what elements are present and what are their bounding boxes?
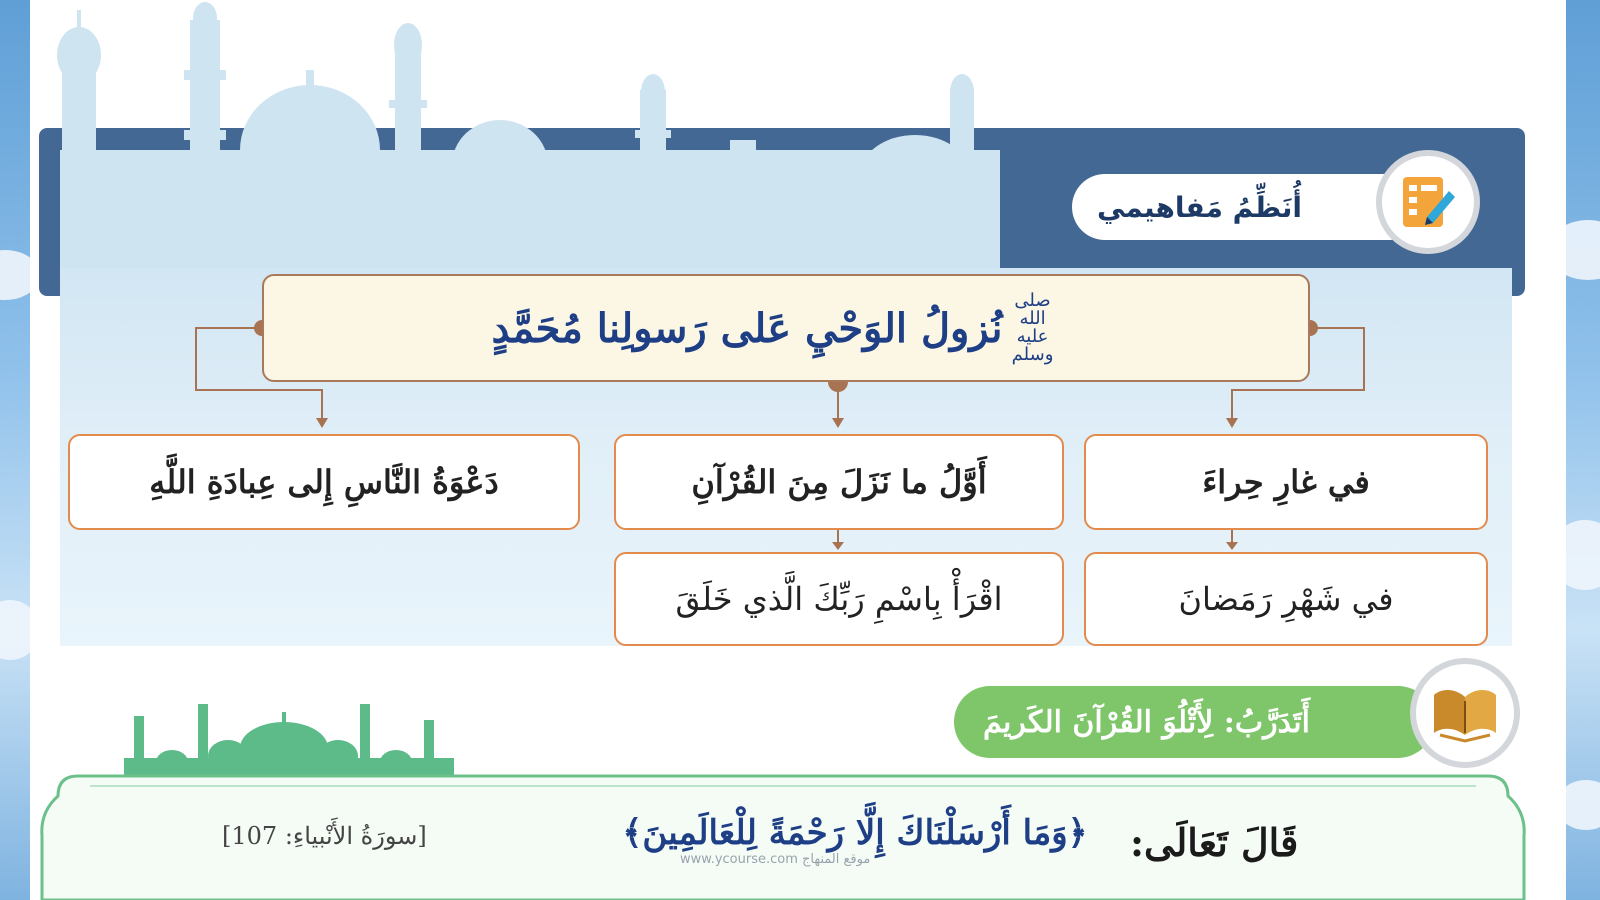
node-call-to-worship xyxy=(68,434,580,530)
node-ramadan-text: في شَهْرِ رَمَضانَ xyxy=(1178,580,1394,618)
node-call-to-worship-text: دَعْوَةُ النَّاسِ إِلى عِبادَةِ اللَّهِ xyxy=(149,463,499,501)
main-concept-text: نُزولُ الوَحْيِ عَلى رَسولِنا مُحَمَّدٍ xyxy=(491,304,1003,352)
node-first-revealed xyxy=(614,434,1064,530)
node-first-verse xyxy=(614,552,1064,646)
verse-reference: [سورَةُ الأَنْبياءِ: 107] xyxy=(222,822,427,850)
node-cave-hira xyxy=(1084,434,1488,530)
node-cave-hira-text: في غارِ حِراءَ xyxy=(1202,463,1370,501)
practice-title-pill xyxy=(954,686,1434,758)
node-ramadan xyxy=(1084,552,1488,646)
practice-title: أَتَدَرَّبُ: لِأَتْلُوَ القُرْآنَ الكَريمَ xyxy=(983,704,1310,740)
honorific-text: صلى الله عليه وسلم xyxy=(1011,290,1054,365)
concepts-title: أُنَظِّمُ مَفاهيمي xyxy=(1096,190,1302,224)
watermark: www.ycourse.com موقع المنهاج xyxy=(680,852,871,867)
verse-text: ﴿وَمَا أَرْسَلْنَاكَ إِلَّا رَحْمَةً لِلْعَالَمِينَ﴾ xyxy=(622,813,1088,853)
open-quran-icon xyxy=(1430,683,1500,743)
main-concept-box xyxy=(262,274,1310,382)
practice-icon-circle xyxy=(1410,658,1520,768)
node-first-verse-text: اقْرَأْ بِاسْمِ رَبِّكَ الَّذي خَلَقَ xyxy=(675,580,1003,618)
node-first-revealed-text: أَوَّلُ ما نَزَلَ مِنَ القُرْآنِ xyxy=(691,463,987,501)
verse-label: قَالَ تَعَالَى: xyxy=(1130,820,1299,865)
green-mosque-icon xyxy=(124,696,454,776)
